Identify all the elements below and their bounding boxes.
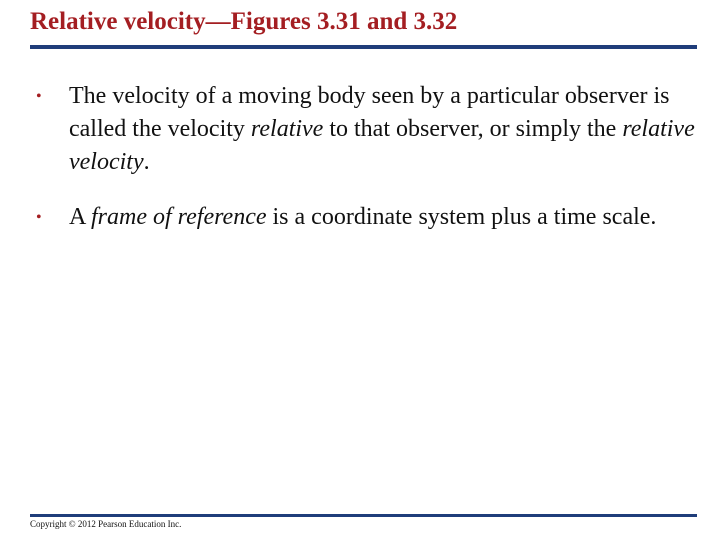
bullet-segment: to that observer, or simply the xyxy=(323,116,623,142)
footer-divider xyxy=(30,514,697,517)
bullet-segment: A xyxy=(69,204,92,230)
copyright-notice: Copyright © 2012 Pearson Education Inc. xyxy=(30,519,182,529)
title-divider xyxy=(30,45,697,49)
bullet-segment: is a coordinate system plus a time scale. xyxy=(266,204,657,230)
bullet-segment: The velocity of a moving body seen by a particular observer is called the velocity xyxy=(69,83,670,142)
bullet-list xyxy=(36,80,696,256)
bullet-text xyxy=(69,204,656,230)
bullet-emphasis: relative xyxy=(250,116,324,142)
bullet-item xyxy=(36,80,696,179)
bullet-marker: • xyxy=(36,209,42,226)
bullet-segment: . xyxy=(143,149,150,175)
bullet-item xyxy=(36,201,696,234)
bullet-emphasis: frame of reference xyxy=(91,204,267,230)
bullet-text xyxy=(69,83,695,175)
slide-title: Relative velocity—Figures 3.31 and 3.32 xyxy=(30,8,458,35)
bullet-emphasis: relative velocity xyxy=(69,116,695,175)
bullet-marker: • xyxy=(36,88,42,105)
